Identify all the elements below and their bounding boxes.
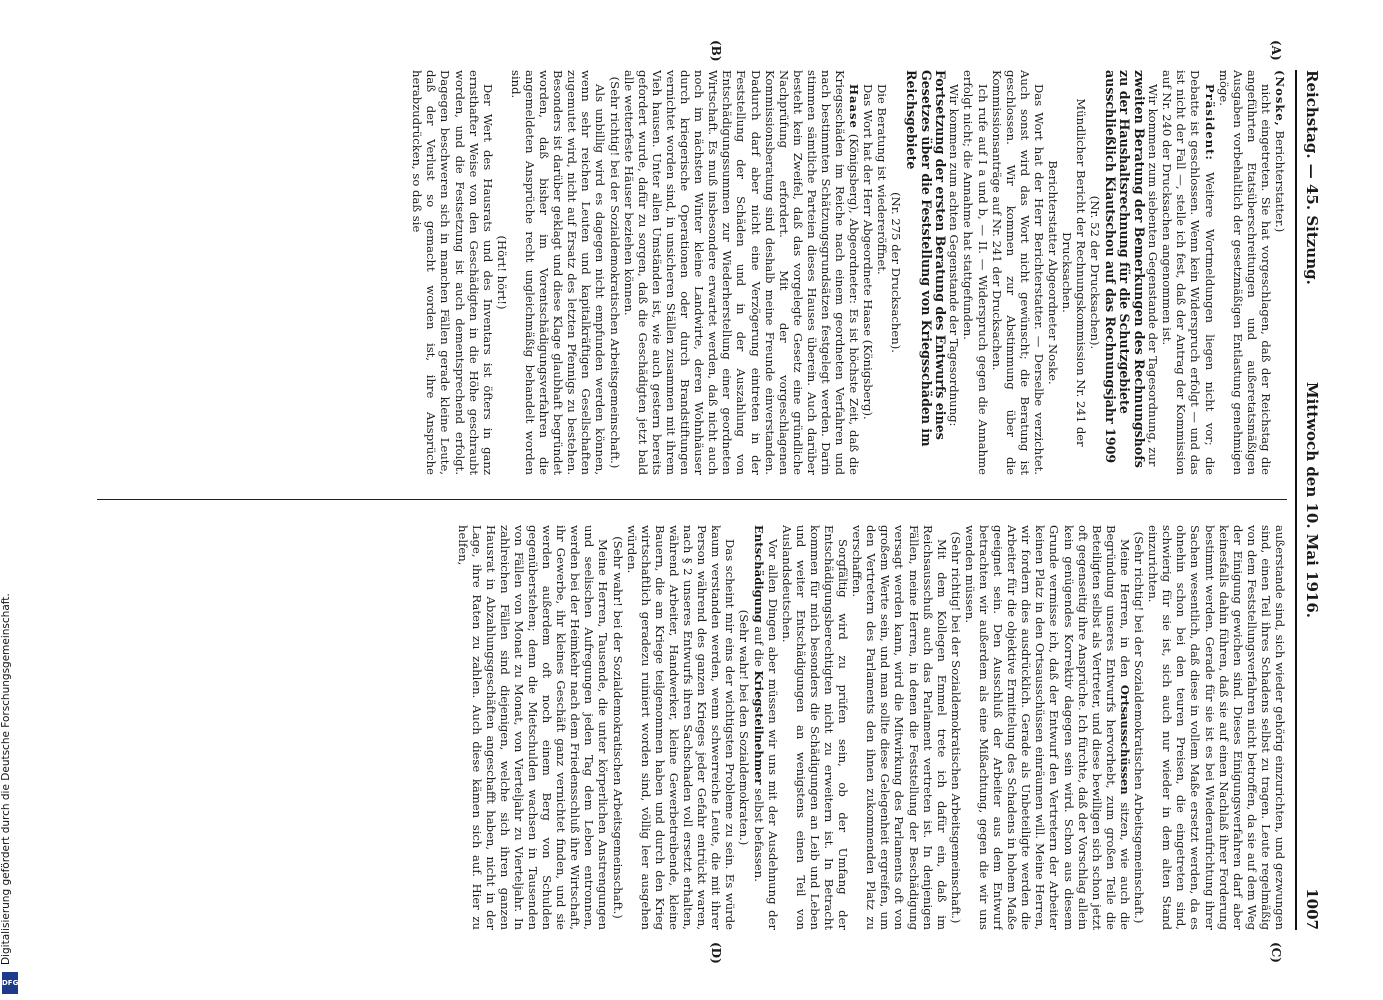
header-page-number: 1007 [1303,888,1321,930]
paragraph: Das scheint mir eins der wichtigsten Probleme zu sein. Es würde kaum verstanden werden, wenn schwerreiche Leute, die mit ihrer Person während des ganzen Krieges jeder Gefahr entrückt waren, nach § 2 unseres Entwurfs ihren Sachschaden voll ersetzt erhalten, während Arbeiter, Handwerker, kleine Gewerbetreibende, kleine Bauern, die am Kriege teilgenommen haben und durch den Krieg wirtschaftlich geradezu ruiniert worden sind, völlig leer ausgehen würden. [624,525,738,930]
paragraph: Der Wert des Hausrats und des Inventars ist öfters in ganz ernsthafter Weise von den Geschädigten in die Höhe geschraubt worden, und die Festsetzung ist auch dementsprechend erfolgt. Dagegen beschweren sich in manchen Fällen gerade kleine Leute, daß der Verlust so gemacht worden ist, ihre Ansprüche herabzudrücken, so daß sie [410,70,495,475]
paragraph: Wir kommen zum achten Gegenstande der Tagesordnung: [947,84,962,427]
audience-reaction: (Sehr richtig! bei der Sozialdemokratischen Arbeitsgemeinschaft.) [1132,531,1147,924]
paragraph [1273,70,1287,475]
paragraph-text: (Königsberg), Abgeordneter: Es ist höchste Zeit, daß die Kriegsschäden im Reiche nach einem geordneten Verfahren und nach bestimmten Schätzungsgrundsätzen festgelegt werden. Darin stimmen sämtliche Parteien dieses Hauses überein. Auch darüber besteht kein Zweifel, daß das vorgelegte Gesetz eine gründliche Nachprüfung erfordert. Mit der vorgeschlagenen Kommissionsberatung sind deshalb meine Freunde einverstanden. Dadurch darf aber nicht eine Verzögerung eintreten in der Feststellung der Schäden und in der Auszahlung von Entschädigungssummen zur Wiederherstellung einer geordneten Wirtschaft. Es muß insbesondere erwartet werden, daß nicht auch noch im nächsten Winter kleine Landwirte, deren Wohnhäuser durch kriegerische Operationen oder durch Brandstiftungen vernichtet worden sind, in unsicheren Ställen zusammen mit ihrem Vieh hausen. Unter allen Umständen ist, wie auch gestern bereits gefordert wurde, dafür zu sorgen, daß die Geschädigten jetzt bald alle wetterfeste Häuser beziehen können. [621,70,862,475]
margin-letter-b: (B) [709,40,723,62]
funding-credit: Digitalisierung gefördert durch die Deutsche Forschungsgemeinschaft. [0,593,12,965]
paragraph: Die Beratung ist wiedereröffnet. [875,84,890,275]
page-header [1295,70,1323,930]
audience-reaction: (Sehr wahr! bei der Sozialdemokratischen Arbeitsgemeinschaft.) [610,536,625,919]
paragraph: Als unbillig wird es dagegen nicht empfunden werden können, wenn sehr reichen Leuten und kapitalkräftigen Gesellschaften zugemutet wird, nicht auf Ersatz des letzten Pfennigs zu bestehen. Besonders ist darüber geklagt und diese Klage glaubhaft begründet worden, daß bisher im Vorentschädigungsverfahren die angemeldeten Ansprüche recht ungleichmäßig behandelt worden sind. [508,70,608,475]
paragraph: Mündlicher Bericht der Rechnungskommission Nr. 241 der Drucksachen. [1060,98,1089,447]
column-divider [97,499,1287,500]
page-body [83,40,1323,964]
paragraph: Mit dem Kollegen Emmel trete ich dafür ein, daß im Reichsausschuß auch das Parlament vertreten ist. In denjenigen Fällen, meine Herren, in denen die Feststellung der Beschädigung versagt werden kann, wird die Mitwirkung des Parlaments oft von großem Werte sein, und man sollte diese Gelegenheit ergreifen, um den Vertretern des Parlaments den ihnen zukommenden Platz zu verschaffen. [850,525,949,930]
paragraph: Ich rufe auf I a und b, — II. — Widerspruch gegen die Annahme erfolgt nicht; die Annahme hat stattgefunden. [961,70,990,475]
paragraph: Berichterstatter Abgeordneter Noske. [1046,160,1060,385]
emphasis: Entschädigung [751,525,766,623]
paragraph-text: sitzen, wie auch die Begründung unseres Entwurfs hervorhebt, zum großen Teile die Beteiligten selbst als Vertreter, und diese bewilligen sich schon jetzt oft gegenseitig ihre Ansprüche. Ich fürchte, daß der Vorschlag allein kein genügendes Korrektiv dagegen sein wird. Schon aus diesem Grunde vermisse ich, daß der Entwurf den Vertretern der Arbeiter keinen Platz in den Ortsausschüssen einräumen will. Meine Herren, wir fordern dies ausdrücklich. Gerade als Unbeteiligte werden die Arbeiter für die objektive Ermittelung des Schadens in hohem Maße geeignet sein. Den Ausschluß der Arbeiter aus dem Entwurf betrachten wir außerdem als eine Mißachtung, gegen die wir uns wenden müssen. [962,525,1132,930]
emphasis: Ortsausschüssen [1117,684,1132,795]
agenda-heading-note: (Nr. 275 der Drucksachen). [889,192,904,353]
speaker-name: Präsident: [1202,84,1217,161]
paragraph-text: Weitere Wortmeldungen liegen nicht vor; die Debatte ist geschlossen. Wenn kein Widerspruch erfolgt — und das ist nicht der Fall —, stelle ich fest, daß der Antrag der Kommission auf Nr. 240 der Drucksachen angenommen ist. [1160,70,1217,475]
paragraph: Das Wort hat der Herr Berichterstatter. — Derselbe verzichtet. Auch sonst wird das Wort nicht gewünscht; die Beratung ist geschlossen. Wir kommen zur Abstimmung über die Kommissionsanträge auf Nr. 241 der Drucksachen. [989,70,1046,475]
margin-letter-c: (C) [1269,942,1283,963]
agenda-heading: zweiten Beratung der Bemerkungen des Rechnungshofs zu der Haushaltsrechnung für die Schutzgebiete ausschließlich Kiautschou auf das Rechnungsjahr 1909 [1102,70,1148,468]
paragraph: Meine Herren, Tausende, die unter körperlichen Anstrengungen und seelischen Aufregungen jeden Tag dem Leben entronnen, werden bei der Heimkehr nach dem Friedensschluß ihre Wirtschaft, ihr Gewerbe, ihr kleines Geschäft ganz vernichtet finden, und sie werden außerdem oft noch einem Berg von Schulden gegenüberstehen; denn die Mietschulden wachsen in Tausenden von Fällen von Monat zu Monat, von Vierteljahr zu Vierteljahr. In zahlreichen Fällen sind diejenigen, welche sich ihren ganzen Hausrat in Abzahlungsgeschäften angeschafft haben, nicht in der Lage, ihre Raten zu zahlen. Auch diese kämen sich auf. Hier zu helfen, [455,525,611,930]
header-date: Mittwoch den 10. Mai 1916. [1303,381,1321,619]
paragraph [751,525,779,930]
dfg-logo: DFG [2,972,18,994]
paragraph-text: selbst befassen. [751,788,766,882]
margin-letter-a: (A) [1269,40,1283,61]
paragraph [963,525,1132,930]
audience-reaction: (Sehr wahr! bei den Sozialdemokraten.) [737,609,752,846]
emphasis: Kriegsteilnehmer [751,670,766,785]
paragraph: nicht eingetreten. Sie hat vorgeschlagen, daß der Reichstag die angeführten Etatsüberschreitungen und außeretatsmäßigen Ausgaben vorbehaltlich der gesetzmäßigen Entlastung genehmigen möge. [1216,70,1273,475]
paragraph-text: auf die [751,626,766,667]
margin-letter-d: (D) [709,942,723,964]
speaker-role: Berichterstatter.) [1273,130,1287,233]
paragraph: Wir kommen zum siebenten Gegenstande der Tagesordnung, zur [1146,84,1161,467]
header-session: Reichstag. — 45. Sitzung. [1303,70,1321,285]
audience-reaction: (Hört! hört!) [494,235,509,310]
paragraph [622,70,862,475]
paragraph: Das Wort hat der Herr Abgeordnete Haase (Königsberg). [861,84,876,420]
speaker-name: (Noske, [1273,70,1287,127]
left-column [97,70,1287,475]
paragraph: außerstande sind, sich wieder gehörig einzurichten, und gezwungen sind, einen Teil ihres Schadens selbst zu tragen. Leute regelmäßig von dem Feststellungsverfahren nicht betroffen, da sie auf dem Weg der Einigung gewichen sind. Dieses Einigungsverfahren darf aber keinesfalls dahin führen, daß sie auf einen Nachlaß ihrer Forderung bestimmt werden. Gerade für sie ist es bei Wiederaufrichtung ihrer Sachen wesentlich, daß diese in vollem Maße ersetzt werden, da es ohnehin schon bei den teuren Preisen, die eingetreten sind, schwierig für sie ist, sich auch nur wieder in dem alten Stand einzurichten. [1146,525,1287,930]
paragraph-text: Meine Herren, in den [1117,539,1132,678]
paragraph [1160,70,1216,475]
agenda-heading-note: (Nr. 52 der Drucksachen). [1088,195,1103,350]
agenda-heading: Fortsetzung der ersten Beratung des Entwurfs eines Gesetzes über die Feststellung von Kriegsschäden im Reichsgebiete [904,70,949,447]
right-column [97,525,1287,930]
paragraph: Sorgfältig wird zu prüfen sein, ob der Umfang der Entschädigungsberechtigten nicht zu erweitern ist. In Betracht kommen für mich besonders die Schädigungen an Leib und Leben und weiter Entschädigungen an wenigstens einen Teil von Auslandsdeutschen. [779,525,851,930]
paragraph-text: Vor allen Dingen aber müssen wir uns mit der Ausdehnung der [765,539,780,930]
speaker-name: Haase [847,84,862,129]
audience-reaction: (Sehr richtig! bei der Sozialdemokratischen Arbeitsgemeinschaft.) [948,531,963,924]
audience-reaction: (Sehr richtig! bei der Sozialdemokratischen Arbeitsgemeinschaft.) [607,76,622,469]
